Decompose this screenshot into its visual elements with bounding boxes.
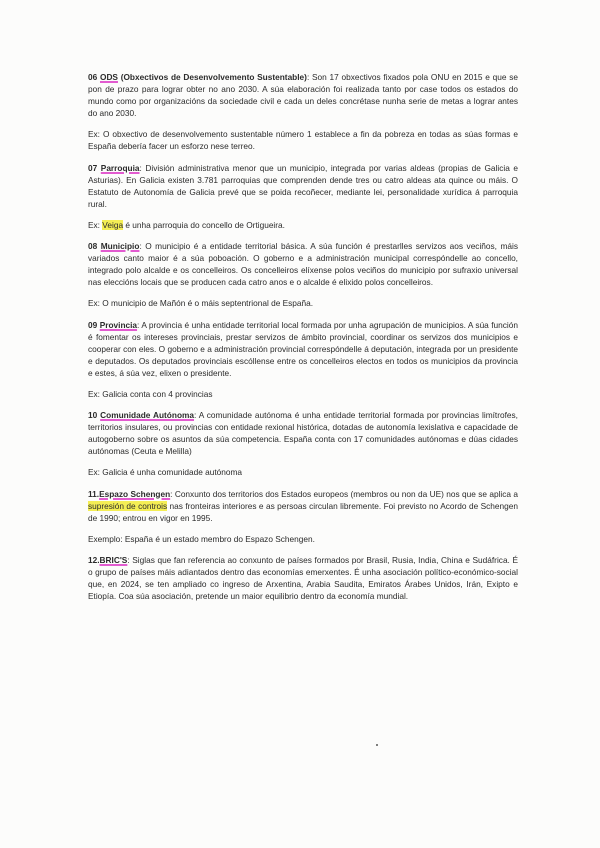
entry-number: 06 [88, 72, 100, 82]
entry-number: 07 [88, 162, 101, 173]
term-provincia: Provincia [99, 319, 138, 330]
entry-comunidade [88, 409, 518, 457]
example-ods: Ex: O obxectivo de desenvolvemento sustentable número 1 establece a fin da pobreza en todas as súas formas e España debería facer un esforzo nese terreo. [88, 129, 518, 152]
example-comunidade: Ex: Galicia é unha comunidade autónoma [88, 467, 243, 478]
entry-number: 09 [88, 319, 100, 330]
entry-number: 11. [88, 488, 100, 499]
entry-ods [88, 71, 518, 119]
entry-number: 10 [88, 410, 101, 421]
term-brics: BRIC'S [99, 554, 128, 565]
entry-number: 12. [88, 554, 100, 565]
example-provincia: Ex: Galicia conta con 4 provincias [88, 388, 213, 399]
definition-brics: : Siglas que fan referencia ao conxunto de países formados por Brasil, Rusia, India, China e Sudáfrica. É o grupo de países máis adiantados dentro das economías emerxentes. É unha asociación político-económico-social que, en 2024, se ten ampliado co ingreso de Arxentina, Arabia Saudita, Emiratos Árabes Unidos, Irán, Exipto e Etiopía. Coa súa asociación, pretende un maior equilibrio dentro da economía mundial. [88, 554, 518, 602]
definition-provincia: : A provincia é unha entidade territorial local formada por unha agrupación de municipios. A súa función é fomentar os intereses provinciais, prestar servizos de ámbito provincial, coordinar os servizos dos municipios e cooperar con eles. O goberno e a administración provincial correspóndelle á deputación, integrada por un presidente e deputados. Os deputados provinciais escóllense entre os concelleiros electos en todos os municipios da provincia e estes, á súa vez, elixen o presidente. [88, 319, 518, 378]
term-parroquia: Parroquia [100, 162, 140, 173]
entry-brics [88, 554, 518, 602]
term-comunidade: Comunidade Autónoma [100, 410, 195, 421]
example-rest: é unha parroquia do concello de Ortigueira. [123, 219, 285, 230]
entry-provincia [88, 319, 518, 379]
example-parroquia [88, 219, 518, 231]
entry-number: 08 [88, 241, 101, 252]
definition-municipio: : O municipio é a entidade territorial básica. A súa función é prestarlles servizos aos veciños, máis variados canto maior é a súa poboación. O goberno e a administración municipal correspóndelle ao concello, integrado polo alcalde e os concelleiros. Os concelleiros elíxense polos veciños do municipio por sufraxio universal nas eleccións locais que se producen cada catro anos e o alcalde é elixido polos concelleiros. [88, 241, 518, 288]
term-ods: ODS [99, 72, 118, 82]
highlight-supresion: supresión de controis [88, 500, 168, 511]
example-prefix: Ex: [88, 219, 103, 230]
entry-schengen [88, 488, 518, 524]
definition-schengen-end: nas fronteiras interiores e as persoas circulan libremente. Foi previsto no Acordo de Schengen de 1990; entrou en vigor en 1995. [88, 500, 518, 523]
document-body [88, 71, 518, 611]
definition-schengen-start: : Conxunto dos territorios dos Estados europeos (membros ou non da UE) nos que se aplica a [170, 488, 518, 499]
term-ods-expansion: (Obxectivos de Desenvolvemento Sustentable) [117, 72, 307, 82]
term-schengen: Espazo Schengen [99, 488, 171, 499]
definition-comunidade: : A comunidade autónoma é unha entidade territorial formada por provincias limítrofes, territorios insulares, ou provincias con entidade rexional histórica, dotadas de autonomía lexislativa e capacidade de autogoberno sobre os asuntos da súa competencia. España conta con 17 comunidades autónomas e dúas cidades autónomas (Ceuta e Melilla) [88, 410, 518, 457]
highlight-veiga: Veiga [102, 219, 124, 230]
stray-mark [376, 744, 378, 746]
definition-ods: : Son 17 obxectivos fixados pola ONU en 2015 e que se pon de prazo para lograr obter no ano 2030. A súa elaboración foi realizada tanto por case todos os estados do mundo como por organizacións da sociedade civil e cada un deles concrétase nunha serie de metas a lograr antes do ano 2030. [88, 72, 518, 119]
example-schengen: Exemplo: España é un estado membro do Espazo Schengen. [88, 533, 315, 544]
example-municipio: Ex: O municipio de Mañón é o máis septentrional de España. [88, 298, 314, 309]
entry-municipio [88, 240, 518, 288]
term-municipio: Municipio [100, 241, 140, 252]
entry-parroquia [88, 162, 518, 210]
definition-parroquia: : División administrativa menor que un municipio, integrada por varias aldeas (propias de Galicia e Asturias). En Galicia existen 3.781 parroquias que comprenden dende tres ou catro aldeas ata quince ou máis. O Estatuto de Autonomía de Galicia prevé que se poida recoñecer, mediante lei, personalidade xurídica á parroquia rural. [88, 162, 518, 209]
